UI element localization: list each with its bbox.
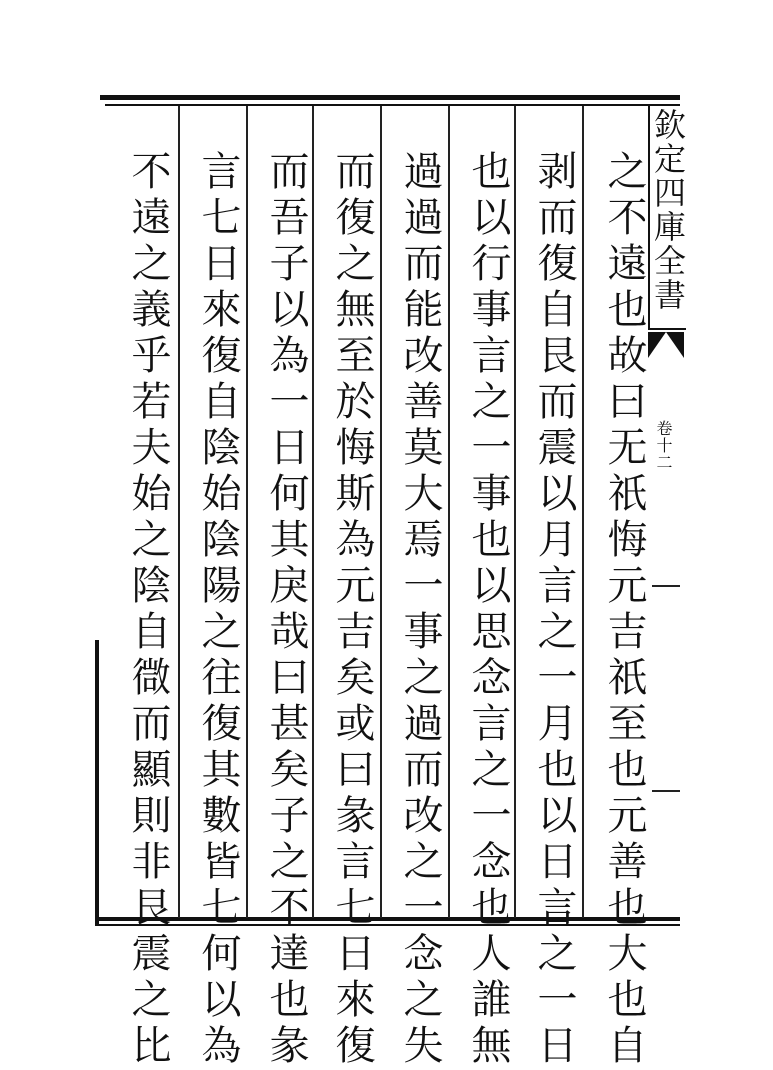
text-column-7: 言七日來復自陰始陰陽之往復其數皆七何以為 [195, 150, 241, 1070]
top-border [100, 95, 680, 100]
text-column-3: 也以行事言之一事也以思念言之一念也人誰無 [465, 150, 511, 1070]
top-border-inner [105, 104, 680, 106]
margin-tick [652, 790, 680, 792]
text-column-4: 過過而能改善莫大焉一事之過而改之一念之失 [397, 150, 443, 1070]
margin-tick [652, 585, 680, 587]
column-divider [178, 106, 180, 918]
text-column-1: 之不遠也故曰无祇悔元吉祇至也元善也大也自 [601, 150, 647, 1070]
bottom-border [95, 917, 680, 921]
text-column-6: 而吾子以為一日何其戾哉曰甚矣子之不達也彖 [263, 150, 309, 1070]
volume-label: 卷十二 [654, 420, 673, 471]
bottom-border-inner [95, 924, 680, 926]
book-title: 欽定四庫全書 [649, 108, 687, 312]
text-column-2: 剥而復自艮而震以月言之一月也以日言之一日 [531, 150, 577, 1070]
text-column-8: 不遠之義乎若夫始之陰自㣲而顯則非艮震之比 [125, 150, 171, 1070]
text-column-5: 而復之無至於悔斯為元吉矣或曰彖言七日來復 [329, 150, 375, 1070]
left-border [95, 640, 99, 925]
